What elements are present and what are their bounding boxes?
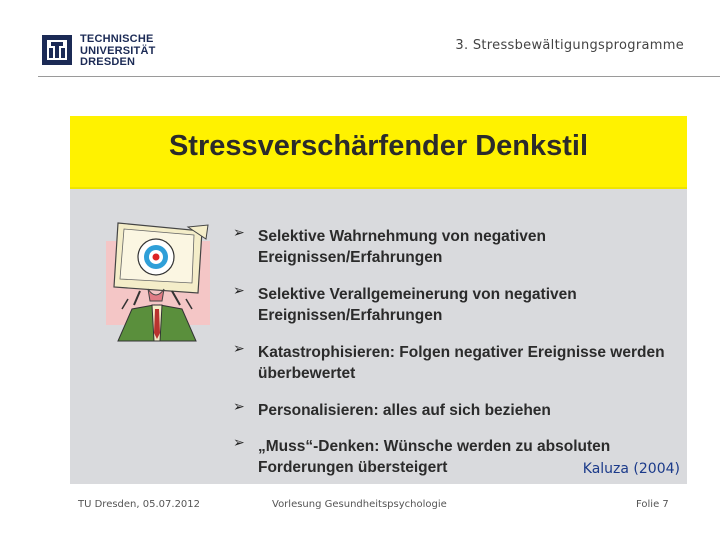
section-title: 3. Stressbewältigungsprogramme bbox=[455, 38, 684, 53]
bullet-text: Selektive Verallgemeinerung von negativen Ereignissen/Erfahrungen bbox=[258, 286, 577, 324]
footer-lecture: Vorlesung Gesundheitspsychologie bbox=[272, 499, 447, 510]
bullet-text: „Muss“-Denken: Wünsche werden zu absoluten Forderungen übersteigert bbox=[258, 438, 611, 476]
logo-wordmark bbox=[80, 34, 156, 69]
footer-date: TU Dresden, 05.07.2012 bbox=[78, 499, 201, 510]
bullet-arrow-icon: ➢ bbox=[233, 283, 245, 299]
logo-line-2: UNIVERSITÄT bbox=[80, 44, 156, 57]
bullet-text: Selektive Wahrnehmung von negativen Ereignissen/Erfahrungen bbox=[258, 228, 546, 266]
bullet-text: Katastrophisieren: Folgen negativer Ereignisse werden überbewertet bbox=[258, 344, 665, 382]
slide-title: Stressverschärfender Denkstil bbox=[168, 130, 589, 162]
slide-content-panel bbox=[70, 116, 687, 484]
tu-dresden-emblem-icon bbox=[40, 33, 74, 67]
footer-slide-number: Folie 7 bbox=[636, 499, 669, 510]
logo-line-3: DRESDEN bbox=[80, 56, 136, 68]
bullet-arrow-icon: ➢ bbox=[233, 225, 245, 241]
citation: Kaluza (2004) bbox=[582, 461, 680, 477]
bullet-arrow-icon: ➢ bbox=[233, 341, 245, 357]
bullet-arrow-icon: ➢ bbox=[233, 435, 245, 451]
bullet-arrow-icon: ➢ bbox=[233, 399, 245, 415]
stressed-person-target-icon bbox=[98, 213, 216, 343]
header-divider bbox=[38, 76, 720, 77]
bullet-text: Personalisieren: alles auf sich beziehen bbox=[258, 402, 551, 419]
tu-dresden-logo bbox=[40, 33, 175, 71]
logo-line-1: TECHNISCHE bbox=[80, 33, 154, 45]
